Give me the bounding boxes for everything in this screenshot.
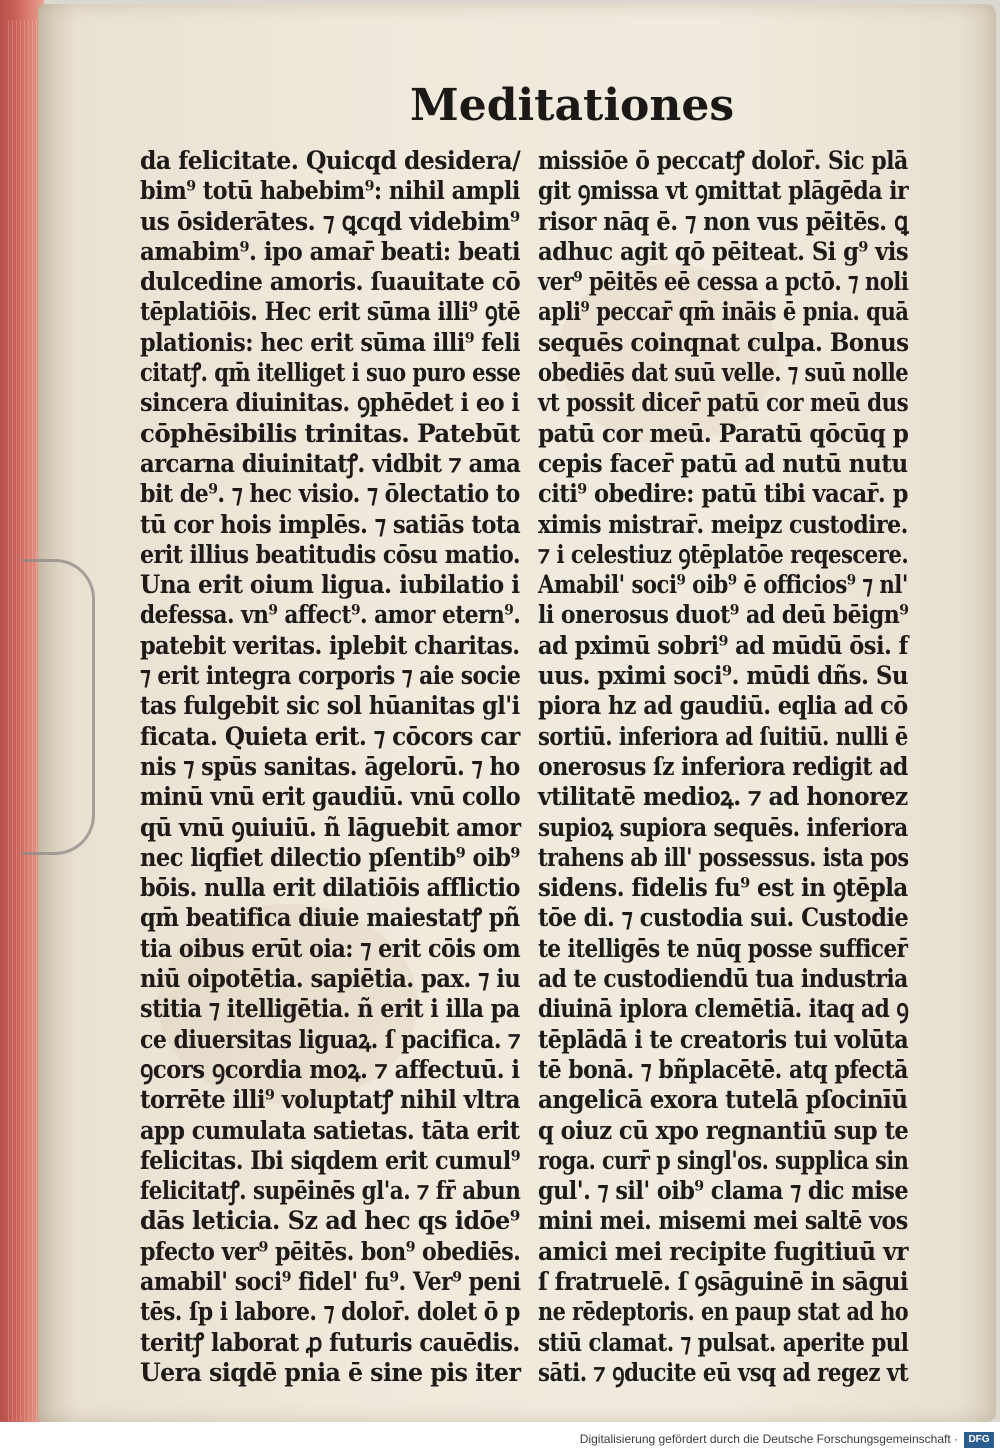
text-line: tēplādā i te creatoris tui volūta <box>538 1024 909 1054</box>
text-line: apli⁹ peccar̄ qm̄ ināis ē pnia. quā <box>538 297 909 327</box>
text-line: torrēte illi⁹ voluptatꝭ nihil vltra <box>140 1085 520 1115</box>
text-line: ce diuersitas liguaꝝ. ſ pacifica. ⁊ <box>140 1024 521 1054</box>
text-line: citi⁹ obedire: patū tibi vacar̄. p <box>538 479 908 509</box>
text-line: angelicā exora tutelā pſocinīū <box>538 1085 908 1115</box>
text-line: ad te custodiendū tua industria <box>538 964 908 994</box>
text-line: vtilitatē medioꝝ. ⁊ ad honorez <box>538 782 908 812</box>
text-line: felicitatꝭ. supēinēs gl'a. ⁊ fr̄ abun <box>140 1176 521 1206</box>
text-line: stitia ⁊ itelligētia. ñ erit i illa pa <box>140 994 520 1024</box>
text-line: patebit veritas. iplebit charitas. <box>140 630 520 660</box>
text-line: nec liqfiet dilectio pſentib⁹ oib⁹ <box>140 842 520 872</box>
text-line: amabim⁹. ipo amar̄ beati: beati <box>140 236 521 266</box>
text-line: patū cor meū. Paratū qōcūq p <box>538 418 909 448</box>
text-line: mini mei. misemi mei saltē vos <box>538 1206 908 1236</box>
text-line: gul'. ⁊ sil' oib⁹ clama ⁊ dic mise <box>538 1176 909 1206</box>
text-line: erit illius beatitudis cōsu matio. <box>140 539 521 569</box>
right-column <box>538 146 908 1388</box>
text-line: ficata. Quieta erit. ⁊ cōcors car <box>140 721 520 751</box>
text-line: risor nāq ē. ⁊ non vus pēitēs. ꝗ <box>538 206 908 236</box>
text-line: ⁊ i celestiuz ꝯtēplatōe reqescere. <box>538 539 909 569</box>
text-line: bōis. nulla erit dilatiōis afflictio <box>140 873 520 903</box>
text-line: qū vnū ꝯuiuiū. ñ lāguebit amor <box>140 812 521 842</box>
text-line: onerosus ſz inferiora redigit ad <box>538 751 908 781</box>
running-head: Meditationes <box>410 80 735 131</box>
text-line: diuinā iplora clemētiā. itaq ad ꝯ <box>538 994 909 1024</box>
text-line: sidens. fidelis fu⁹ est in ꝯtēpla <box>538 873 908 903</box>
text-line: q oiuz cū xpo regnantiū sup te <box>538 1115 909 1145</box>
footer-credit: Digitalisierung gefördert durch die Deutsche Forschungsgemeinschaft · <box>579 1432 958 1446</box>
text-line: bim⁹ totū habebim⁹: nihil ampli <box>140 176 520 206</box>
text-line: ne rēdeptoris. en paup stat ad ho <box>538 1297 909 1327</box>
text-line: tas fulgebit sic sol hūanitas gl'i <box>140 691 520 721</box>
text-line: citatꝭ. qm̄ itelliget i suo puro esse <box>140 358 521 388</box>
text-line: te itelligēs te nūq posse sufficer̄ <box>538 933 908 963</box>
text-line: ⁊ erit integra corporis ⁊ aie socie <box>140 661 521 691</box>
text-line: sāti. ⁊ ꝯducite eū vsq ad regez vt <box>538 1357 909 1387</box>
text-line: ximis mistrar̄. meipz custodire. <box>538 509 908 539</box>
text-line: Uera siqdē pnia ē sine pis iter <box>140 1357 521 1387</box>
text-line: niū oipotētia. sapiētia. pax. ⁊ iu <box>140 964 521 994</box>
text-line: qm̄ beatifica diuie maiestatꝭ pñ <box>140 903 520 933</box>
text-line: Amabil' soci⁹ oib⁹ ē officios⁹ ⁊ nl' <box>538 570 908 600</box>
text-line: felicitas. Ibi siqdem erit cumul⁹ <box>140 1145 520 1175</box>
text-line: trahens ab ill' possessus. ista pos <box>538 842 909 872</box>
text-line: vt possit dicer̄ patū cor meū dus <box>538 388 909 418</box>
text-line: adhuc agit qō pēiteat. Si g⁹ vis <box>538 236 909 266</box>
text-line: minū vnū erit gaudiū. vnū collo <box>140 782 521 812</box>
text-line: cepis facer̄ patū ad nutū nutu <box>538 448 908 478</box>
text-line: defessa. vn⁹ affect⁹. amor etern⁹. <box>140 600 521 630</box>
text-line: roga. curr̄ p singl'os. supplica sin <box>538 1145 909 1175</box>
text-line: amabil' soci⁹ fidel' fu⁹. Ver⁹ peni <box>140 1266 521 1296</box>
text-line: plationis: hec erit sūma illi⁹ feli <box>140 327 521 357</box>
text-line: dās leticia. Sz ad hec qs idōe⁹ <box>140 1206 520 1236</box>
text-line: arcarna diuinitatꝭ. vidbit ⁊ ama <box>140 448 521 478</box>
text-line: sincera diuinitas. ꝯphēdet i eo i <box>140 388 520 418</box>
left-column <box>140 146 520 1388</box>
text-line: tē bonā. ⁊ bñplacētē. atq pfectā <box>538 1054 908 1084</box>
text-line: git ꝯmissa vt ꝯmittat plāgēda ir <box>538 176 909 206</box>
text-line: nis ⁊ spūs sanitas. āgelorū. ⁊ ho <box>140 751 520 781</box>
text-line: ꝯcors ꝯcordia moꝝ. ⁊ affectuū. i <box>140 1054 520 1084</box>
text-line: li onerosus duot⁹ ad deū bēign⁹ <box>538 600 909 630</box>
text-line: us ōsiderātes. ⁊ ꝗcqd videbim⁹ <box>140 206 520 236</box>
text-line: tēplatiōis. Hec erit sūma illi⁹ ꝯtē <box>140 297 521 327</box>
text-line: piora hz ad gaudiū. eqlia ad cō <box>538 691 908 721</box>
text-line: ſ fratruelē. ſ ꝯsāguinē in sāgui <box>538 1266 909 1296</box>
text-line: tēs. ſp i labore. ⁊ dolor̄. dolet ō p <box>140 1297 520 1327</box>
text-line: ad pximū sobri⁹ ad mūdū ōsi. f <box>538 630 908 660</box>
text-line: tia oibus erūt oia: ⁊ erit cōis om <box>140 933 521 963</box>
text-line: cōphēsibilis trinitas. Patebūt <box>140 418 520 448</box>
text-line: uus. pximi soci⁹. mūdi dñs. Su <box>538 661 908 691</box>
text-line: sortiū. inferiora ad ſuitiū. nulli ē <box>538 721 908 751</box>
footer-bar <box>0 1422 1000 1454</box>
text-line: missiōe ō peccatꝭ dolor̄. Sic plā <box>538 146 908 175</box>
dfg-logo: DFG <box>964 1432 994 1448</box>
text-line: Una erit oium ligua. iubilatio i <box>140 570 520 600</box>
text-line: stiū clamat. ⁊ pulsat. aperite pul <box>538 1327 909 1357</box>
text-line: tōe di. ⁊ custodia sui. Custodie <box>538 903 909 933</box>
text-line: sequēs coinqnat culpa. Bonus <box>538 327 909 357</box>
text-line: tū cor hois implēs. ⁊ satiās tota <box>140 509 521 539</box>
clasp-strap <box>22 559 95 855</box>
text-line: dulcedine amoris. ſuauitate cō <box>140 267 521 297</box>
text-line: supioꝝ supiora sequēs. inferiora <box>538 812 908 842</box>
text-line: teritꝭ laborat ꝓ futuris cauēdis. <box>140 1327 520 1357</box>
text-line: ver⁹ pēitēs eē cessa a pctō. ⁊ noli <box>538 267 909 297</box>
text-line: pfecto ver⁹ pēitēs. bon⁹ obediēs. <box>140 1236 521 1266</box>
text-line: app cumulata satietas. tāta erit <box>140 1115 520 1145</box>
text-line: da felicitate. Quicqd desidera/ <box>140 146 521 175</box>
text-line: bit de⁹. ⁊ hec visio. ⁊ ōlectatio to <box>140 479 520 509</box>
text-line: obediēs dat suū velle. ⁊ suū nolle <box>538 358 909 388</box>
text-line: amici mei recipite fugitiuū vr <box>538 1236 908 1266</box>
